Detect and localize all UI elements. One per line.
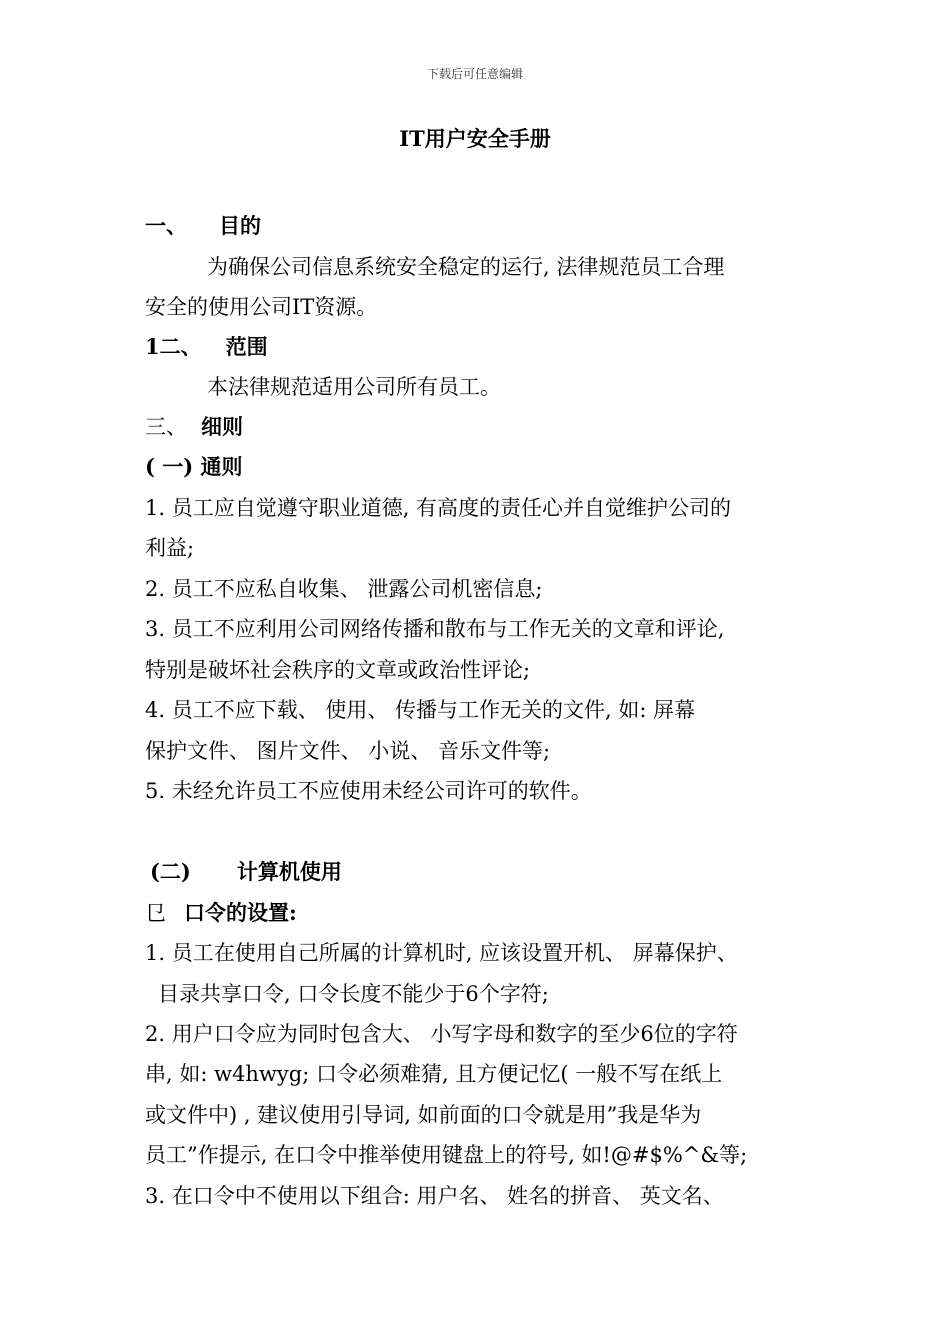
list-item-line: 特别是破坏社会秩序的文章或政治性评论;	[145, 658, 531, 682]
section-title: 细则	[201, 414, 243, 439]
list-item-line: 1. 员工在使用自己所属的计算机时, 应该设置开机、 屏幕保护、	[145, 941, 738, 965]
paragraph-line: 安全的使用公司IT资源。	[145, 295, 378, 319]
list-item-line: 1. 员工应自觉遵守职业道德, 有高度的责任心并自觉维护公司的	[145, 496, 732, 520]
section-title: 目的	[219, 213, 261, 238]
subsection-heading	[150, 857, 342, 887]
section-number: 1二、	[145, 334, 202, 359]
subsection-number: (二)	[150, 859, 191, 884]
list-item-line: 目录共享口令, 口令长度不能少于6个字符;	[158, 982, 549, 1006]
password-title: 口令的设置:	[184, 900, 297, 925]
section-purpose-heading	[145, 211, 261, 241]
list-item-line: 保护文件、 图片文件、 小说、 音乐文件等;	[145, 739, 551, 763]
list-item-line: 3. 员工不应利用公司网络传播和散布与工作无关的文章和评论,	[145, 617, 725, 641]
password-heading	[145, 898, 297, 928]
list-item-line: 或文件中) , 建议使用引导词, 如前面的口令就是用”我是华为	[145, 1103, 702, 1127]
list-item-line: 2. 员工不应私自收集、 泄露公司机密信息;	[145, 577, 543, 601]
paragraph-line: 为确保公司信息系统安全稳定的运行, 法律规范员工合理	[207, 255, 725, 279]
list-item-line: 2. 用户口令应为同时包含大、 小写字母和数字的至少6位的字符	[145, 1022, 738, 1046]
section-number: 三、	[145, 415, 187, 439]
page-header: 下载后可任意编辑	[426, 67, 523, 81]
subsection-heading: ( 一) 通则	[145, 454, 243, 479]
list-item-line: 员工”作提示, 在口令中推举使用键盘上的符号, 如!@#$%^&等;	[145, 1143, 748, 1167]
bullet-mark: 㔾	[145, 901, 166, 925]
document-title: IT用户安全手册	[399, 126, 551, 151]
paragraph-line: 本法律规范适用公司所有员工。	[207, 375, 501, 399]
subsection-title: 计算机使用	[236, 859, 342, 884]
list-item-line: 4. 员工不应下载、 使用、 传播与工作无关的文件, 如: 屏幕	[145, 698, 696, 722]
section-rules-heading	[145, 412, 243, 442]
list-item-line: 串, 如: w4hwyg; 口令必须难猜, 且方便记忆( 一般不写在纸上	[145, 1062, 723, 1086]
section-number: 一、	[145, 213, 187, 238]
list-item-line: 利益;	[145, 536, 195, 560]
list-item-line: 5. 未经允许员工不应使用未经公司许可的软件。	[145, 779, 592, 803]
section-title: 范围	[225, 334, 268, 359]
section-scope-heading	[145, 332, 268, 362]
list-item-line: 3. 在口令中不使用以下组合: 用户名、 姓名的拼音、 英文名、	[145, 1184, 724, 1208]
